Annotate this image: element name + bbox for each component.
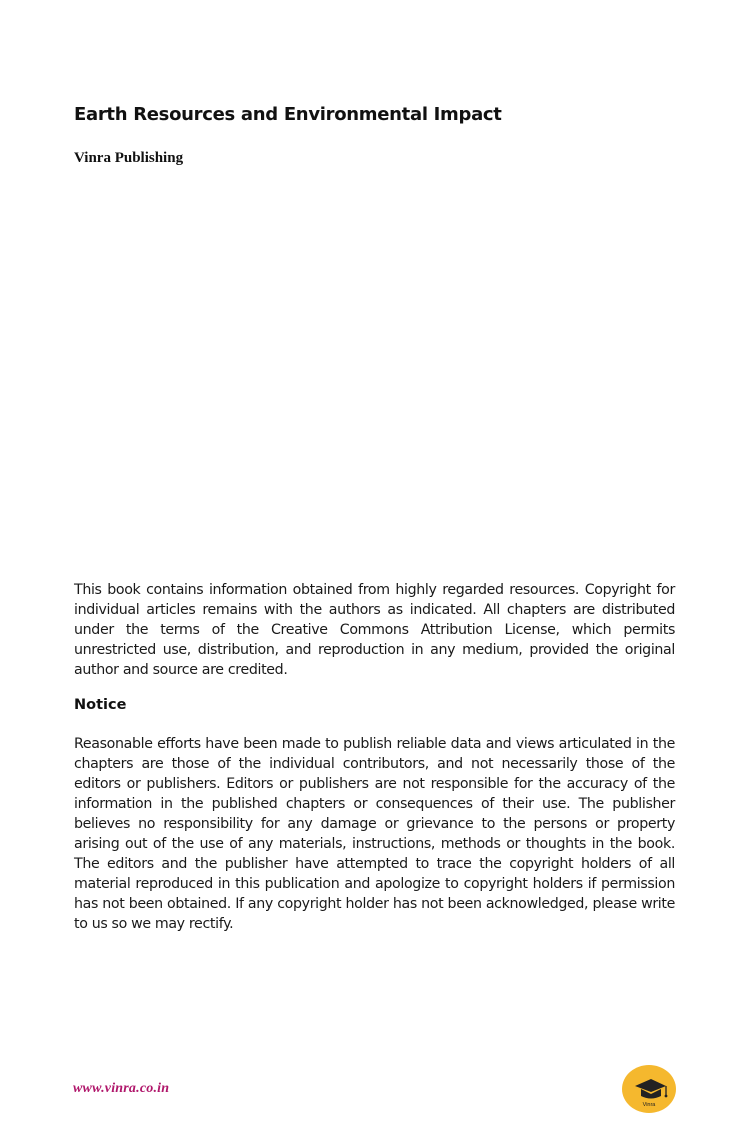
copyright-paragraph: This book contains information obtained from highly regarded resources. Copyright for individual articles remains with the authors as indicated. All chapters are distributed under the terms of the Creative Commons Attribution License, which permits unrestricted use, distribution, and reproduction in any medium, provided the original author and source are credited.	[74, 582, 675, 678]
book-title: Earth Resources and Environmental Impact	[74, 104, 502, 125]
publisher-logo	[621, 1064, 677, 1114]
logo-text: Vinra	[642, 1102, 656, 1108]
publisher-website-link[interactable]: www.vinra.co.in	[73, 1081, 170, 1096]
publisher-name: Vinra Publishing	[74, 150, 184, 166]
graduation-cap-icon	[621, 1064, 677, 1114]
notice-paragraph: Reasonable efforts have been made to publish reliable data and views articulated in the chapters are those of the individual contributors, and not necessarily those of the editors or publishers. Editors or publishers are not responsible for the accuracy of the information in the published chapters or consequences of their use. The publisher believes no responsibility for any damage or grievance to the persons or property arising out of the use of any materials, instructions, methods or thoughts in the book. The editors and the publisher have attempted to trace the copyright holders of all material reproduced in this publication and apologize to copyright holders if permission has not been obtained. If any copyright holder has not been acknowledged, please write to us so we may rectify.	[74, 736, 675, 932]
notice-heading: Notice	[74, 697, 127, 713]
